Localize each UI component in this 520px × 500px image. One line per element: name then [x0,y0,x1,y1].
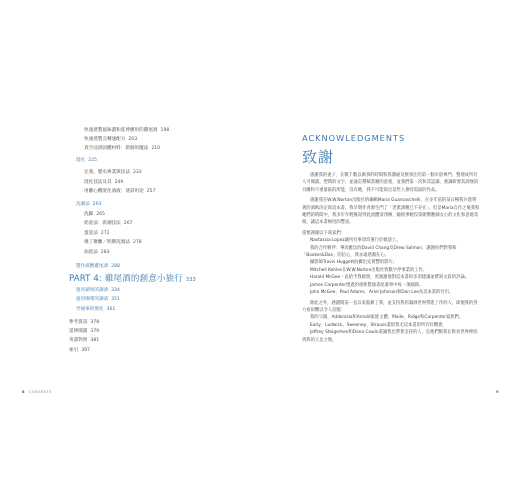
toc-entry-title: 奶洗法：新潮技法 [84,221,121,226]
left-running-head: CONTENTS [28,390,52,394]
toc-entry [84,180,123,186]
toc-entry-page: 225 [88,158,97,163]
toc-entry-title: 參考資訊 [69,320,88,325]
toc-entry [69,338,99,344]
acknowledgment-paragraph: 感謝我在W.W.Norton出版社的編輯Maria Guarnaschelli，在多年前的某日暢我兵進帶著的酒飲決定寫這本書，我早期作青源生門了「老派酒精已不存在」，但是Maria自作之後我和她們的時間中，我多年年輕後寫到此流體清淨傳，隨根事她沒第朝嚮應細女心的文化和意地等根，讓這本書極度的豐富。 [302,198,480,226]
acknowledgment-paragraph: 我的合作夥伴：華高雅比的David Chang及Drew Salmon，謝謝你們對我和「Booker&Dax」的信心，我永遠感激在心。 [302,245,457,259]
toc-entry [84,212,105,218]
toc-entry-title: 洗脚 [84,212,94,217]
toc-entry-title: 琴通寧的變化 [76,307,104,312]
toc-section [76,202,102,208]
acknowledgment-paragraph: 感謝我的妻子，在數千數以萬事的時間和我溝通及無事注的第一個早晨專門，整理成所有人可閱讀。塑期的文字，並通訂撰稿書籍的意義，並我們第一次和其認識，強調研要其酒無的另購和不重量區的所能，沒有她，我不可能寫出這些人會特需面的作品。 [302,173,479,193]
toc-entry-page: 283 [100,250,110,255]
toc-entry-page: 249 [114,180,124,185]
toc-entry [84,221,133,227]
toc-entry-page: 381 [90,338,100,343]
toc-entry-page: 288 [111,264,120,269]
toc-entry-page: 198 [160,128,170,133]
acknowledgment-paragraph: Early、Ludwick、Sweeney、Strauss還給我尤這本書的所有好機會， [310,322,447,328]
toc-entry-page: 233 [132,170,142,175]
toc-entry-page: 379 [90,329,100,334]
toc-entry-title: 索引 [69,348,79,353]
acknowledgment-paragraph: 攝影師Travis Huggett拍攝出充實豐的影片。 [310,260,398,266]
acknowledgment-paragraph: Mitchell Kohles在W.W.Norton出版社致數字停事業的工作。 [310,267,428,273]
toc-entry-title: 運用咖啡的調酒 [76,297,109,302]
toc-entry-title: 英譯對照 [69,338,88,343]
toc-entry-title: 快速建製風味濃和延伸應用的雞尾酒 [84,128,158,133]
acknowledgment-paragraph: 我的父親、Addonizio和Arnold家族主體、Maile、Ridge和Carpenter家族們， [310,315,464,321]
toc-entry [69,348,90,354]
acknowledgment-paragraph: James Carpenter透過的重新製康書屋募事中每一項細節。 [310,282,424,288]
left-folio [22,390,52,394]
toc-entry-title: 用離心機澄化酒液：迷彩用途 [84,189,144,194]
toc-entry [84,231,110,237]
toc-entry-title: 蛋洗法 [84,231,98,236]
right-folio [496,390,503,394]
right-page-number: 9 [496,390,499,394]
toc-entry-title: 快速建製完轉速配方 [84,137,126,142]
toc-entry-page: 210 [151,146,161,151]
toc-entry-title: 真空浸漬固體材料：新鮮的魔法 [84,146,149,151]
acknowledgments-body [302,172,480,344]
toc-entry [69,320,99,326]
acknowledgment-paragraph: Harold McGee一直給予我啟發，更謝謝他對這本書的多項建議並撰寫文段的評論。 [310,275,470,281]
toc-section [76,288,120,294]
toc-entry-page: 397 [81,348,90,353]
toc-entry-title: PART 4: 雞尾酒的創意小旅行 [69,274,183,284]
toc-entry [84,128,169,134]
toc-entry [84,146,160,152]
toc-entry [84,250,110,256]
left-page-number: 8 [22,390,25,394]
toc-entry-title: 製作碳酸雞尾酒 [76,264,109,269]
toc-entry-page: 334 [111,288,120,293]
acknowledgment-paragraph: 還要謝謝以下商家們： [302,230,345,236]
toc-entry-page: 265 [96,212,105,217]
toc-entry-title: 運用蘋果的調酒 [76,288,109,293]
toc-section [76,158,97,164]
toc-entry-title: 定義、歷史專業與技法 [84,170,130,175]
toc-entry-page: 203 [128,137,138,142]
toc-entry [84,189,156,195]
toc-entry-title: 油洗法 [84,250,98,255]
toc-entry-title: 澄化 [76,158,86,163]
toc-entry [84,137,137,143]
toc-entry-page: 333 [185,277,196,283]
acknowledgment-paragraph: 除此之外，感謝開前一直以來鼓舞了我，並支持我用調酒世界帶進了作的人，即便我的努力看似難以令人信服： [302,300,478,313]
toc-entry-title: 幾丁聚醣／明膠洗滌法 [84,240,130,245]
toc-entry-page: 257 [146,189,156,194]
toc-entry-title: 延伸閱讀 [69,329,88,334]
toc-entry-page: 378 [90,320,100,325]
toc-section [76,264,120,270]
acknowledgments-page [260,0,520,500]
toc-entry [84,240,142,246]
toc-section [76,297,120,303]
toc-entry-title: 洗滌法 [76,202,90,207]
toc-entry [69,329,99,335]
toc-entry-page: 351 [111,297,120,302]
acknowledgments-heading-en: ACKNOWLEDGMENTS [302,133,406,143]
acknowledgments-heading-zh: 致謝 [302,148,335,166]
toc-section [76,307,115,313]
acknowledgment-paragraph: John McGee、Paul Adams、Ariel Johnson和Don Lee為這本書的付出。 [310,290,454,296]
toc-part-heading [69,274,196,285]
toc-entry [84,170,142,176]
toc-entry-page: 263 [92,202,102,207]
acknowledgment-paragraph: Jeffrey Steigerhen和Dona Cowin還讓我允帶著支持的人，是他們幫我在飲食世界裡找到我的立足之地。 [302,330,478,343]
acknowledgment-paragraph: Nastassia Lopez讓所有事項均運行於軌道上。 [310,238,401,244]
toc-entry-page: 267 [123,221,133,226]
toc-entry-title: 澄化技法及其 [84,180,112,185]
toc-entry-page: 278 [132,240,142,245]
toc-entry-page: 361 [106,307,116,312]
toc-entry-page: 272 [100,231,110,236]
